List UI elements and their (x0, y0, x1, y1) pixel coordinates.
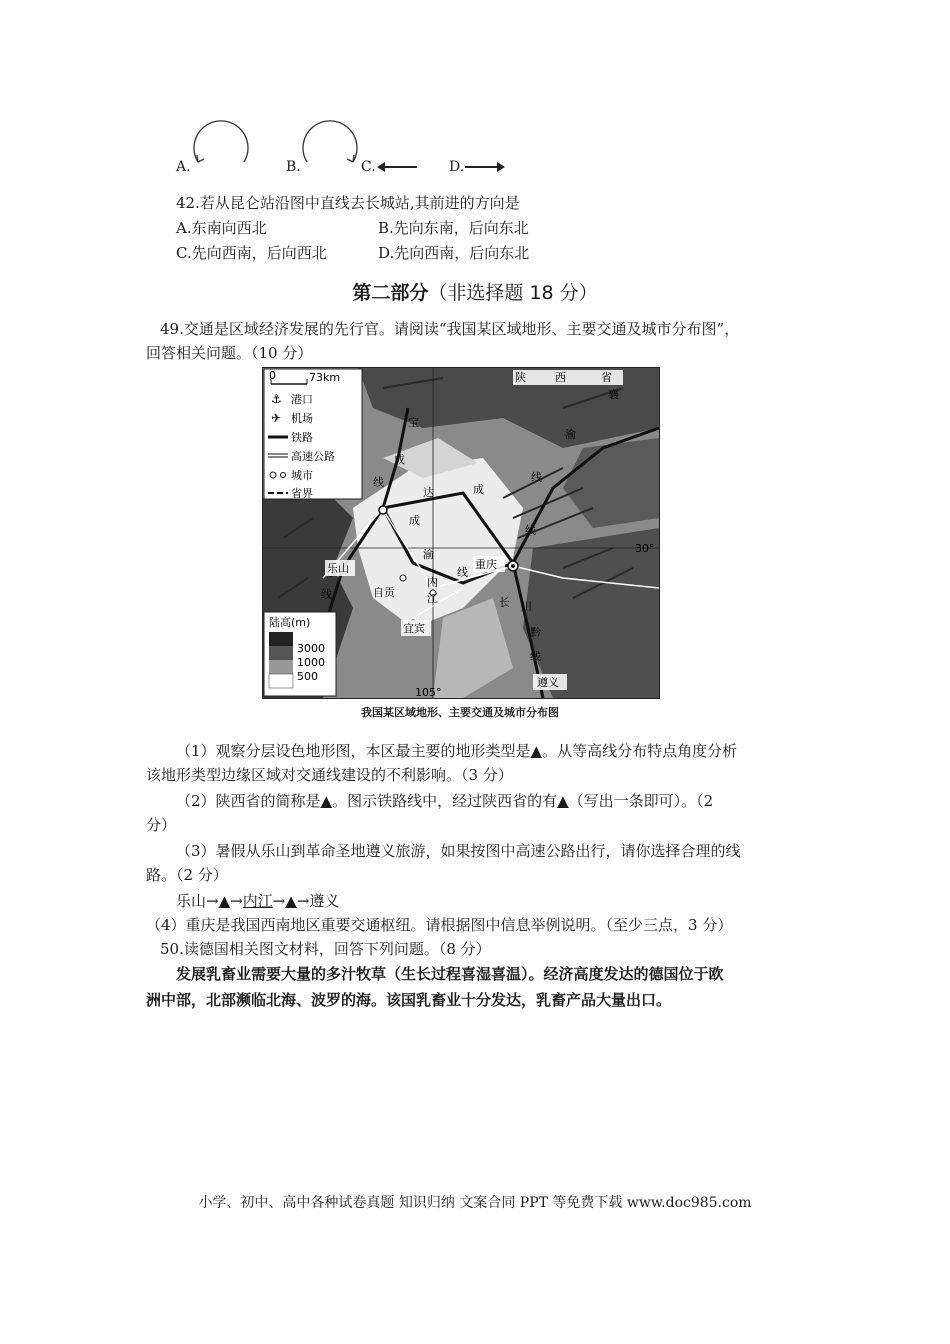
route-arrow-2: → (272, 892, 286, 910)
q49-sub2-line1 (176, 790, 713, 812)
q49-sub2-text-b: 。图示铁路线中，经过陕西省的有 (332, 792, 558, 810)
label-nei: 内 (427, 576, 438, 589)
arrow-left-icon (375, 160, 419, 174)
label-jiang: 江 (427, 592, 438, 605)
q49-sub1-line1 (176, 740, 737, 762)
airplane-icon: ✈ (271, 411, 282, 425)
q42-option-a: A.东南向西北 (176, 219, 267, 237)
elev-1000: 1000 (297, 656, 325, 669)
option-b-label: B. (286, 159, 301, 175)
label-zigong: 自贡 (373, 586, 395, 599)
label-xian-4: 线 (457, 566, 468, 579)
q49-stem-line1: 49.交通是区域经济发展的先行官。请阅读“我国某区域地形、主要交通及城市分布图”， (160, 320, 740, 338)
label-chuan: 川 (521, 600, 532, 613)
label-chang: 长 (499, 596, 510, 609)
legend-boundary: 省界 (291, 487, 313, 500)
label-xian-2: 线 (531, 471, 542, 484)
label-sheng: 省 (601, 371, 612, 384)
legend-airport: 机场 (291, 412, 313, 425)
q49-sub2-text-a: （2）陕西省的简称是 (176, 792, 321, 810)
arrow-right-icon (463, 160, 507, 174)
label-cheng-1: 成 (394, 453, 405, 466)
city-symbol-minor (281, 473, 286, 478)
q50-stem: 50.读德国相关图文材料，回答下列问题。（8 分） (160, 940, 491, 958)
label-leshan: 乐山 (327, 562, 349, 575)
q42-option-c: C.先向西南，后向西北 (176, 244, 327, 262)
label-shaan: 陕 (515, 371, 526, 384)
q49-sub4: （4）重庆是我国西南地区重要交通枢纽。请根据图中信息举例说明。（至少三点，3 分） (146, 916, 733, 934)
q49-sub3-line2: 路。（2 分） (146, 866, 228, 884)
anchor-icon: ⚓ (271, 392, 282, 406)
scale-km: 73km (309, 371, 341, 384)
route-neijiang: 内江 (242, 892, 273, 910)
label-yu-1: 渝 (565, 428, 576, 441)
label-xian-6: 线 (321, 588, 332, 601)
q49-sub1-text-a: （1）观察分层设色地形图，本区最主要的地形类型是 (176, 742, 531, 760)
option-c-label: C. (361, 159, 376, 175)
elev-500: 500 (297, 670, 318, 683)
q49-sub2-text-c: （写出一条即可）。（2 (568, 792, 714, 810)
answer-blank-4[interactable]: ▲ (218, 892, 231, 910)
option-d-label: D. (449, 159, 465, 175)
elevation-title: 陆高(m) (269, 616, 311, 629)
route-arrow-1: → (230, 892, 243, 910)
elev-3000: 3000 (297, 642, 325, 655)
map-caption: 我国某区域地形、主要交通及城市分布图 (361, 706, 559, 719)
label-zunyi: 遵义 (537, 676, 559, 689)
q50-para-line1: 发展乳畜业需要大量的多汁牧草（生长过程喜湿喜温）。经济高度发达的德国位于欧 (176, 965, 724, 983)
label-cheng-3: 成 (409, 514, 420, 527)
city-symbol-major (270, 472, 276, 478)
part2-subtitle: （非选择题 18 分） (428, 282, 598, 304)
answer-blank-2[interactable]: ▲ (320, 792, 333, 810)
q49-stem-line2: 回答相关问题。（10 分） (146, 344, 313, 362)
scale-zero: 0 (269, 369, 276, 382)
answer-blank-3[interactable]: ▲ (557, 792, 569, 810)
q49-sub1-line2: 该地形类型边缘区域对交通线建设的不利影响。（3 分） (146, 766, 513, 784)
label-yibin: 宜宾 (403, 622, 425, 635)
label-30: 30° (635, 542, 655, 555)
legend-expressway: 高速公路 (291, 450, 335, 463)
q49-sub1-text-b: 。从等高线分布特点角度分析 (542, 742, 738, 760)
label-cheng-2: 成 (473, 483, 484, 496)
legend-railway: 铁路 (291, 431, 313, 444)
label-xian-3: 线 (525, 524, 536, 537)
label-bao: 宝 (408, 416, 419, 429)
label-xi: 西 (555, 371, 566, 384)
counterclockwise-circle-icon (190, 112, 252, 174)
label-da: 达 (423, 486, 434, 499)
clockwise-circle-icon (299, 112, 361, 174)
legend-port: 港口 (291, 393, 313, 406)
label-xian-5: 线 (530, 650, 541, 663)
q49-sub3-line1: （3）暑假从乐山到革命圣地遵义旅游，如果按图中高速公路出行，请你选择合理的线 (176, 842, 741, 860)
legend-city: 城市 (291, 469, 313, 482)
label-xian-1: 线 (373, 476, 384, 489)
route-end: →遵义 (296, 892, 340, 910)
answer-blank-5[interactable]: ▲ (285, 892, 297, 910)
answer-blank-1[interactable]: ▲ (530, 742, 543, 760)
route-start: 乐山→ (176, 892, 219, 910)
option-a-label: A. (176, 159, 191, 175)
label-chongqing: 重庆 (475, 558, 497, 571)
region-map (262, 367, 660, 699)
q42-option-d: D.先向西南，后向东北 (378, 244, 530, 262)
page-footer: 小学、初中、高中各种试卷真题 知识归纳 文案合同 PPT 等免费下载 www.doc985.com (198, 1195, 752, 1211)
label-105: 105° (415, 686, 442, 698)
map-legend-box (264, 369, 362, 499)
label-qian: 黔 (530, 626, 541, 639)
q42-stem: 42.若从昆仑站沿图中直线去长城站,其前进的方向是 (176, 194, 520, 212)
part2-heading (0, 278, 950, 305)
label-yu-2: 渝 (423, 548, 434, 561)
part2-title: 第二部分 (352, 282, 429, 304)
terrain-map-svg (263, 368, 659, 698)
q42-option-b: B.先向东南，后向东北 (378, 219, 529, 237)
label-xiang: 襄 (608, 388, 619, 401)
q50-para-line2: 洲中部，北部濒临北海、波罗的海。该国乳畜业十分发达，乳畜产品大量出口。 (146, 991, 672, 1009)
q49-sub2-line2: 分） (146, 816, 177, 834)
q49-route (176, 890, 339, 912)
